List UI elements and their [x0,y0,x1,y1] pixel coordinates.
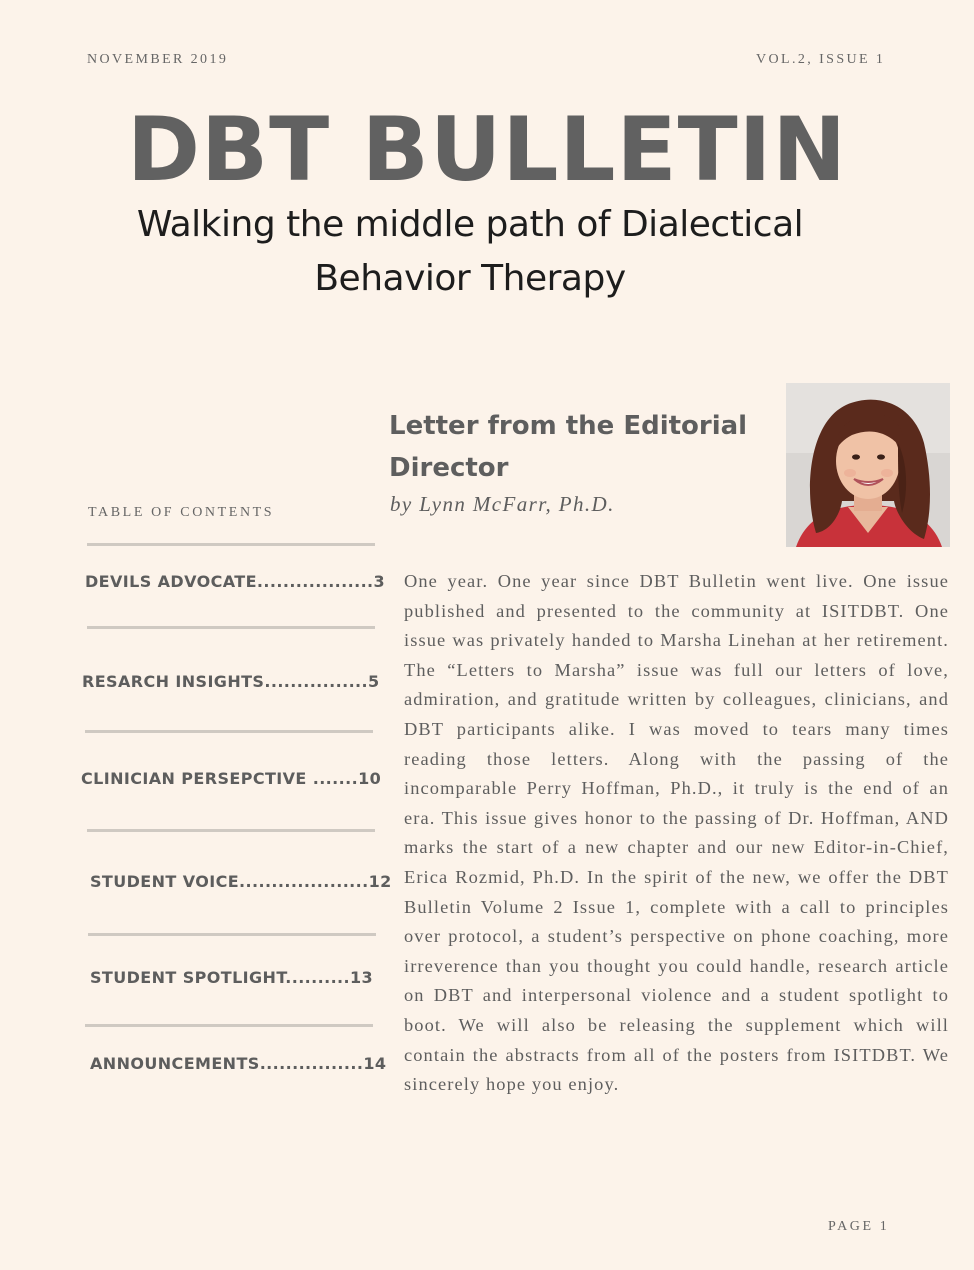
toc-heading: TABLE OF CONTENTS [88,505,275,520]
tagline-line-2: Behavior Therapy [314,258,626,299]
letter-body: One year. One year since DBT Bulletin went live. One issue published and presented to the community at ISITDBT. One issue was privately handed to Marsha Linehan at her retirement. The “Letters to Marsha” issue was full our letters of love, admiration, and gratitude written by colleagues, clinicians, and DBT participants alike. I was moved to tears many times reading those letters. Along with the passing of the incomparable Perry Hoffman, Ph.D., it truly is the end of an era. This issue gives honor to the passing of Dr. Hoffman, AND marks the start of a new chapter and our new Editor-in-Chief, Erica Rozmid, Ph.D. In the spirit of the new, we offer the DBT Bulletin Volume 2 Issue 1, complete with a call to principles over protocol, a student’s perspective on phone coaching, more irreverence than you thought you could handle, research article on DBT and interpersonal violence and a student spotlight to boot. We will also be releasing the supplement which will contain the abstracts from all of the posters from ISITDBT. We sincerely hope you enjoy. [404,571,949,1095]
toc-item-research-insights[interactable]: RESARCH INSIGHTS................5 [82,672,380,691]
letter-byline: by Lynn McFarr, Ph.D. [390,492,615,516]
toc-item-clinician-perspective[interactable]: CLINICIAN PERSEPCTIVE .......10 [81,769,382,788]
toc-divider [85,730,373,733]
toc-item-announcements[interactable]: ANNOUNCEMENTS................14 [90,1054,387,1073]
toc-divider [87,829,375,832]
toc-divider [87,626,375,629]
author-portrait [786,383,950,547]
issue-volume: VOL.2, ISSUE 1 [756,52,886,67]
letter-title: Letter from the Editorial Director [389,411,748,483]
toc-item-student-spotlight[interactable]: STUDENT SPOTLIGHT..........13 [90,968,374,987]
tagline [100,198,840,306]
page-number: PAGE 1 [828,1219,890,1234]
tagline-line-1: Walking the middle path of Dialectical [136,204,804,245]
toc-item-devils-advocate[interactable]: DEVILS ADVOCATE..................3 [85,572,386,591]
issue-date: NOVEMBER 2019 [87,52,229,67]
masthead-title: DBT BULLETIN [127,98,847,201]
toc-divider [85,1024,373,1027]
toc-item-student-voice[interactable]: STUDENT VOICE....................12 [90,872,392,891]
toc-divider [88,933,376,936]
toc-divider [87,543,375,546]
